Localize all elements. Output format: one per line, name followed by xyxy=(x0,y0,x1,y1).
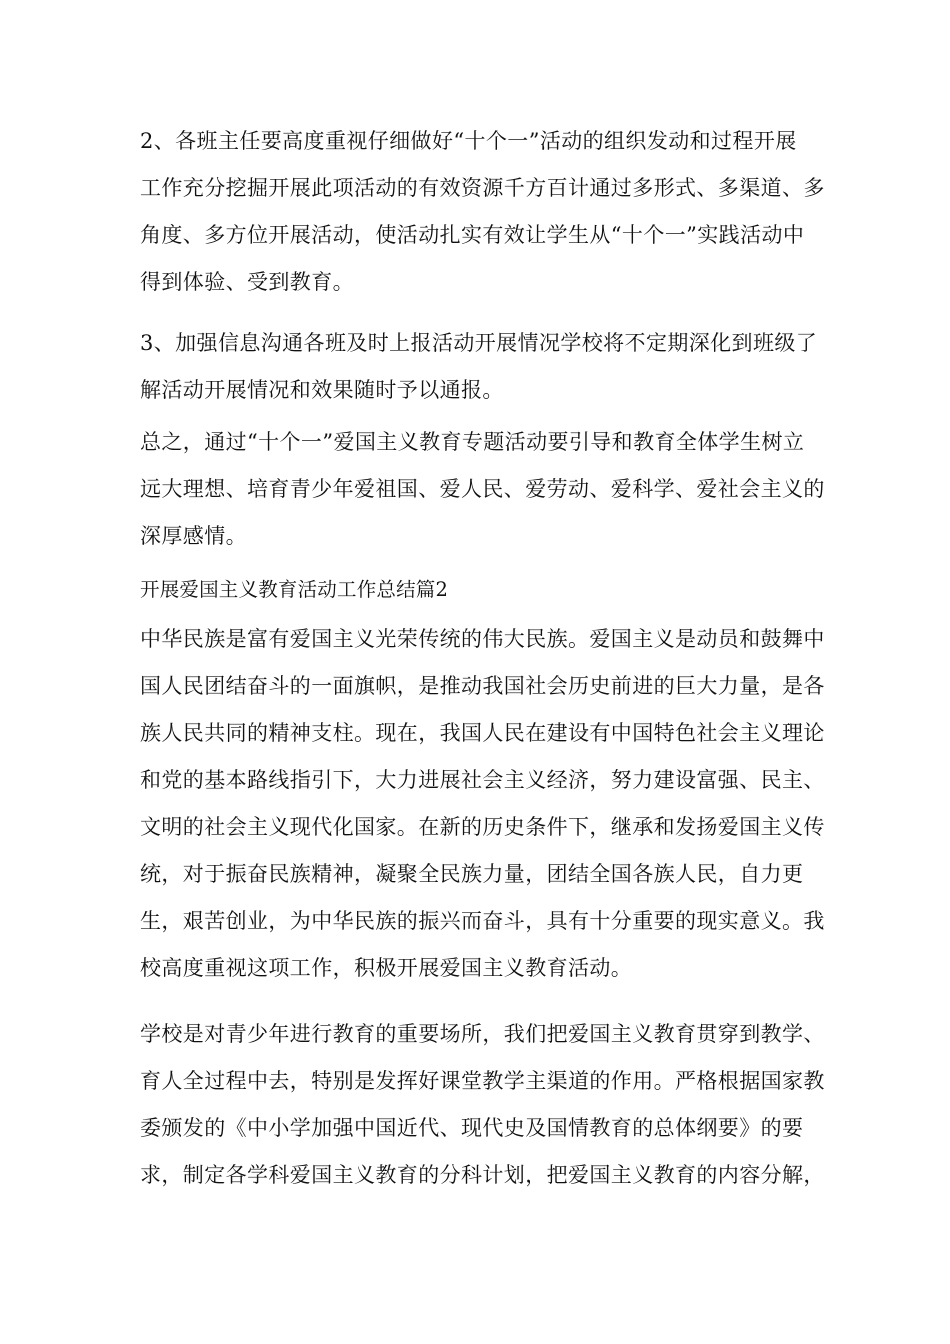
text-line: 育人全过程中去，特别是发挥好课堂教学主渠道的作用。严格根据国家教 xyxy=(140,1069,825,1093)
text-line: 深厚感情。 xyxy=(140,524,247,548)
text-line: 委颁发的《中小学加强中国近代、现代史及国情教育的总体纲要》的要 xyxy=(140,1116,804,1140)
text-line: 生，艰苦创业，为中华民族的振兴而奋斗，具有十分重要的现实意义。我 xyxy=(140,909,825,933)
paragraph-point-3 xyxy=(140,320,840,414)
text-line: 和党的基本路线指引下，大力进展社会主义经济，努力建设富强、民主、 xyxy=(140,768,825,792)
paragraph-point-2 xyxy=(140,118,840,306)
text-line: 求，制定各学科爱国主义教育的分科计划，把爱国主义教育的内容分解， xyxy=(140,1163,825,1187)
heading-line: 开展爱国主义教育活动工作总结篇2 xyxy=(140,578,449,601)
text-line: 得到体验、受到教育。 xyxy=(140,270,354,294)
text-line: 远大理想、培育青少年爱祖国、爱人民、爱劳动、爱科学、爱社会主义的 xyxy=(140,477,825,501)
text-line: 族人民共同的精神支柱。现在，我国人民在建设有中国特色社会主义理论 xyxy=(140,721,825,745)
text-line: 统，对于振奋民族精神，凝聚全民族力量，团结全国各族人民，自力更 xyxy=(140,862,804,886)
text-line: 解活动开展情况和效果随时予以通报。 xyxy=(140,378,504,402)
text-line: 角度、多方位开展活动，使活动扎实有效让学生从“十个一”实践活动中 xyxy=(140,223,805,247)
paragraph-intro xyxy=(140,616,840,992)
text-line: 校高度重视这项工作，积极开展爱国主义教育活动。 xyxy=(140,956,633,980)
text-line: 2、各班主任要高度重视仔细做好“十个一”活动的组织发动和过程开展 xyxy=(140,129,797,153)
text-line: 国人民团结奋斗的一面旗帜，是推动我国社会历史前进的巨大力量，是各 xyxy=(140,674,825,698)
text-line: 文明的社会主义现代化国家。在新的历史条件下，继承和发扬爱国主义传 xyxy=(140,815,825,839)
text-line: 中华民族是富有爱国主义光荣传统的伟大民族。爱国主义是动员和鼓舞中 xyxy=(140,627,825,651)
paragraph-summary xyxy=(140,419,840,560)
section-heading xyxy=(140,566,840,613)
paragraph-school xyxy=(140,1011,840,1199)
text-line: 3、加强信息沟通各班及时上报活动开展情况学校将不定期深化到班级了 xyxy=(140,331,818,355)
text-line: 总之，通过“十个一”爱国主义教育专题活动要引导和教育全体学生树立 xyxy=(140,430,805,454)
text-line: 工作充分挖掘开展此项活动的有效资源千方百计通过多形式、多渠道、多 xyxy=(140,176,825,200)
text-line: 学校是对青少年进行教育的重要场所，我们把爱国主义教育贯穿到教学、 xyxy=(140,1022,825,1046)
